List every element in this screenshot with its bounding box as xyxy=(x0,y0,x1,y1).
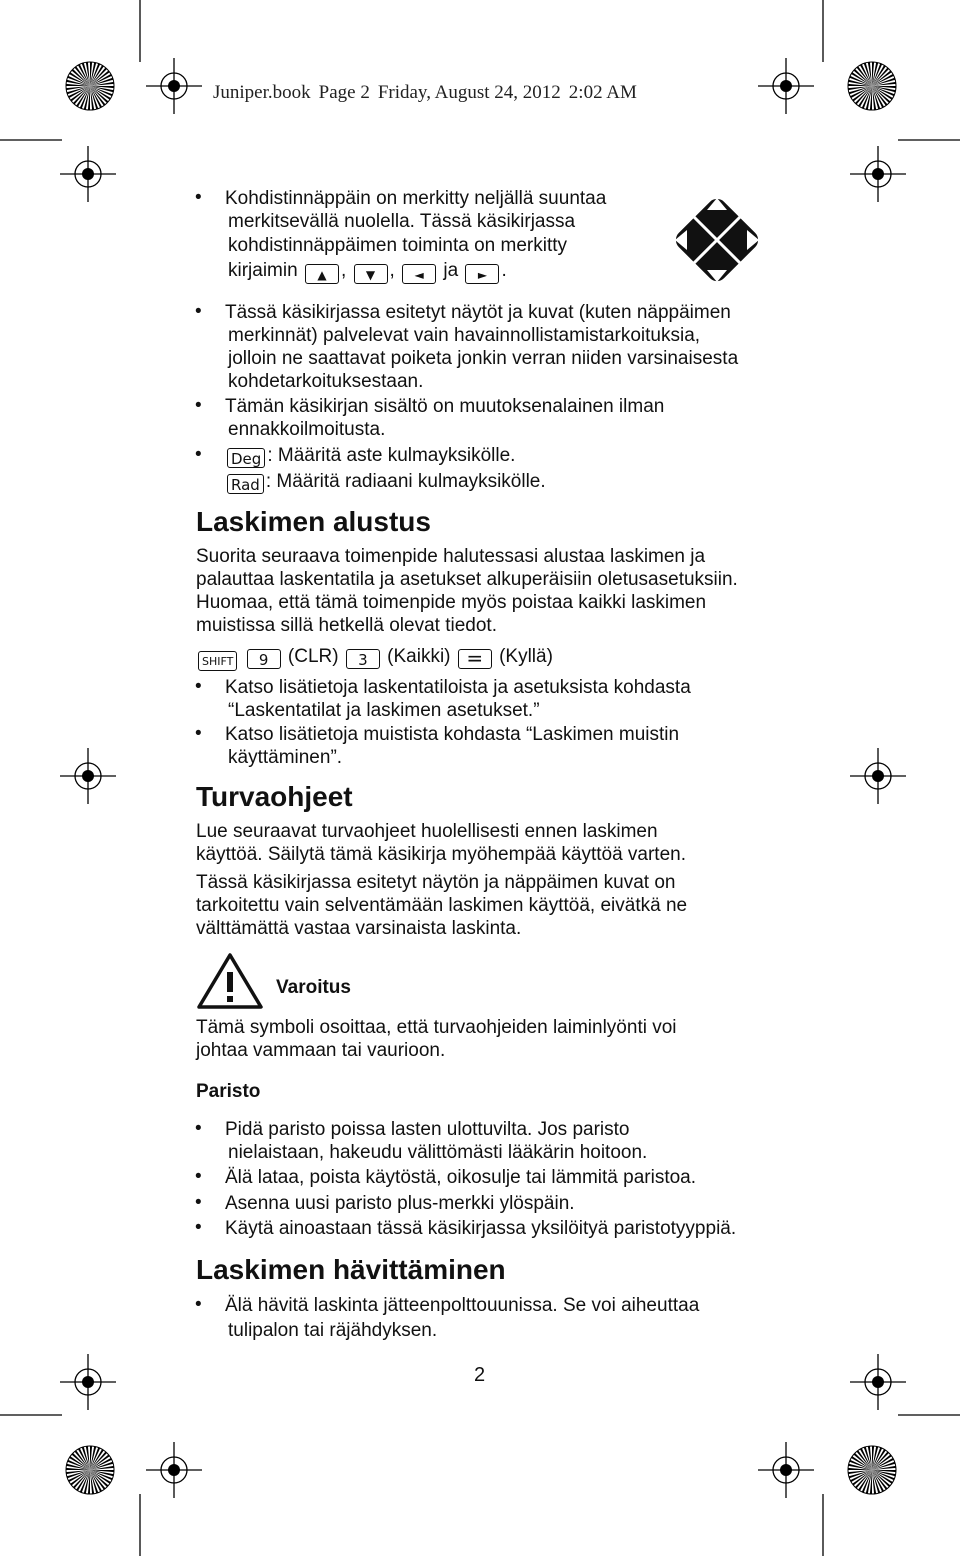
kaikki-label: (Kaikki) xyxy=(387,646,451,667)
starburst-mark-bottom-left xyxy=(62,1442,118,1498)
equals-key-icon: = xyxy=(458,649,492,669)
battery-b3: Asenna uusi paristo plus-merkki ylöspäin. xyxy=(225,1193,575,1214)
battery-title: Paristo xyxy=(196,1081,261,1102)
registration-mark-middle-right xyxy=(850,748,906,804)
registration-mark-top-center-left xyxy=(146,58,202,114)
deg-key-icon: Deg xyxy=(227,448,265,468)
comma: , xyxy=(389,260,395,281)
bullet: • xyxy=(195,1192,202,1213)
intro-b1-line1: Kohdistinnäppäin on merkitty neljällä suuntaa xyxy=(225,188,607,209)
bullet: • xyxy=(195,1217,202,1238)
word-ja: ja xyxy=(443,260,459,281)
period: . xyxy=(501,260,507,281)
rad-text: : Määritä radiaani kulmayksikölle. xyxy=(265,471,546,492)
intro-b2-line2: merkinnät) palvelevat vain havainnollistamistarkoituksia, xyxy=(228,325,701,346)
registration-mark-top-center-right xyxy=(758,58,814,114)
registration-mark-middle-left xyxy=(60,748,116,804)
intro-b2-line1: Tässä käsikirjassa esitetyt näytöt ja kuvat (kuten näppäimen xyxy=(225,302,731,323)
deg-line xyxy=(225,444,515,468)
section-title-safety: Turvaohjeet xyxy=(196,781,353,812)
right-key-icon: ► xyxy=(465,264,499,284)
battery-b4: Käytä ainoastaan tässä käsikirjassa yksilöityä paristotyyppiä. xyxy=(225,1218,737,1239)
nine-key-icon: 9 xyxy=(247,649,281,669)
bullet: • xyxy=(195,1118,202,1139)
disposal-b1-line1: Älä hävitä laskinta jätteenpolttouunissa. Se voi aiheuttaa xyxy=(225,1295,700,1316)
warning-para-line1: Tämä symboli osoittaa, että turvaohjeiden laiminlyönti voi xyxy=(196,1017,677,1038)
bullet: • xyxy=(195,1166,202,1187)
reset-key-sequence xyxy=(196,645,553,671)
registration-mark-upper-left xyxy=(60,146,116,202)
deg-text: : Määritä aste kulmayksikölle. xyxy=(267,445,516,466)
header-date: Friday, August 24, 2012 xyxy=(377,82,561,103)
registration-mark-lower-left xyxy=(60,1354,116,1410)
battery-b1-line1: Pidä paristo poissa lasten ulottuvilta. Jos paristo xyxy=(225,1119,630,1140)
shift-key-icon: SHIFT xyxy=(198,651,237,671)
bullet: • xyxy=(195,301,202,322)
page-number: 2 xyxy=(474,1364,486,1386)
rad-line xyxy=(225,470,546,494)
bullet: • xyxy=(195,444,202,465)
reset-b2-line2: käyttäminen”. xyxy=(228,747,343,768)
intro-b2-line3: jolloin ne saattavat poiketa jonkin verran niiden varsinaisesta xyxy=(228,348,739,369)
down-key-icon: ▼ xyxy=(354,264,388,284)
intro-b1-line3: kohdistinnäppäimen toiminta on merkitty xyxy=(228,235,568,256)
battery-b1-line2: nielaistaan, hakeudu välittömästi lääkärin hoitoon. xyxy=(228,1142,648,1163)
registration-mark-lower-right xyxy=(850,1354,906,1410)
print-header xyxy=(213,82,645,104)
intro-b1-prefix: kirjaimin xyxy=(228,260,298,281)
safety-p1-line1: Lue seuraavat turvaohjeet huolellisesti ennen laskimen xyxy=(196,821,658,842)
starburst-mark-top-left xyxy=(62,58,118,114)
bullet: • xyxy=(195,676,202,697)
registration-mark-bottom-center-left xyxy=(146,1442,202,1498)
intro-b2-line4: kohdetarkoituksestaan. xyxy=(228,371,424,392)
intro-b3-line2: ennakkoilmoitusta. xyxy=(228,419,386,440)
clr-label: (CLR) xyxy=(287,646,339,667)
three-key-icon: 3 xyxy=(346,649,380,669)
header-time: 2:02 AM xyxy=(568,82,637,103)
header-page: Page 2 xyxy=(318,82,370,103)
warning-triangle-icon xyxy=(196,952,264,1010)
section-title-disposal: Laskimen hävittäminen xyxy=(196,1254,506,1285)
intro-b3-line1: Tämän käsikirjan sisältö on muutoksenalainen ilman xyxy=(225,396,665,417)
safety-p2-line2: tarkoitettu vain selventämään laskimen käyttöä, eivätkä ne xyxy=(196,895,688,916)
cursor-pad-icon xyxy=(665,188,769,292)
bullet: • xyxy=(195,187,202,208)
rad-key-icon: Rad xyxy=(227,474,264,494)
intro-b1-line2: merkitsevällä nuolella. Tässä käsikirjassa xyxy=(228,211,576,232)
disposal-b1-line2: tulipalon tai räjähdyksen. xyxy=(228,1320,438,1341)
reset-para-line2: palauttaa laskentatila ja asetukset alkuperäisiin oletusasetuksiin. xyxy=(196,569,738,590)
bullet: • xyxy=(195,1294,202,1315)
comma: , xyxy=(340,260,347,281)
starburst-mark-bottom-right xyxy=(844,1442,900,1498)
header-book: Juniper.book xyxy=(213,82,311,103)
reset-para-line1: Suorita seuraava toimenpide halutessasi alustaa laskimen ja xyxy=(196,546,706,567)
warning-para-line2: johtaa vammaan tai vaurioon. xyxy=(196,1040,446,1061)
section-title-reset: Laskimen alustus xyxy=(196,506,431,537)
safety-p2-line3: välttämättä vastaa varsinaista laskinta. xyxy=(196,918,522,939)
warning-label: Varoitus xyxy=(276,977,351,998)
registration-mark-bottom-center-right xyxy=(758,1442,814,1498)
kylla-label: (Kyllä) xyxy=(499,646,553,667)
bullet: • xyxy=(195,723,202,744)
up-key-icon: ▲ xyxy=(305,264,339,284)
reset-para-line4: muistissa sillä hetkellä olevat tiedot. xyxy=(196,615,497,636)
registration-mark-upper-right xyxy=(850,146,906,202)
intro-b1-line4 xyxy=(228,259,507,284)
safety-p1-line2: käyttöä. Säilytä tämä käsikirja myöhempää käyttöä varten. xyxy=(196,844,687,865)
reset-b1-line2: “Laskentatilat ja laskimen asetukset.” xyxy=(228,700,540,721)
reset-para-line3: Huomaa, että tämä toimenpide myös poistaa kaikki laskimen xyxy=(196,592,707,613)
battery-b2: Älä lataa, poista käytöstä, oikosulje tai lämmitä paristoa. xyxy=(225,1167,697,1188)
starburst-mark-top-right xyxy=(844,58,900,114)
bullet: • xyxy=(195,395,202,416)
left-key-icon: ◄ xyxy=(402,264,436,284)
reset-b1-line1: Katso lisätietoja laskentatiloista ja asetuksista kohdasta xyxy=(225,677,691,698)
safety-p2-line1: Tässä käsikirjassa esitetyt näytön ja näppäimen kuvat on xyxy=(196,872,676,893)
reset-b2-line1: Katso lisätietoja muistista kohdasta “Laskimen muistin xyxy=(225,724,680,745)
